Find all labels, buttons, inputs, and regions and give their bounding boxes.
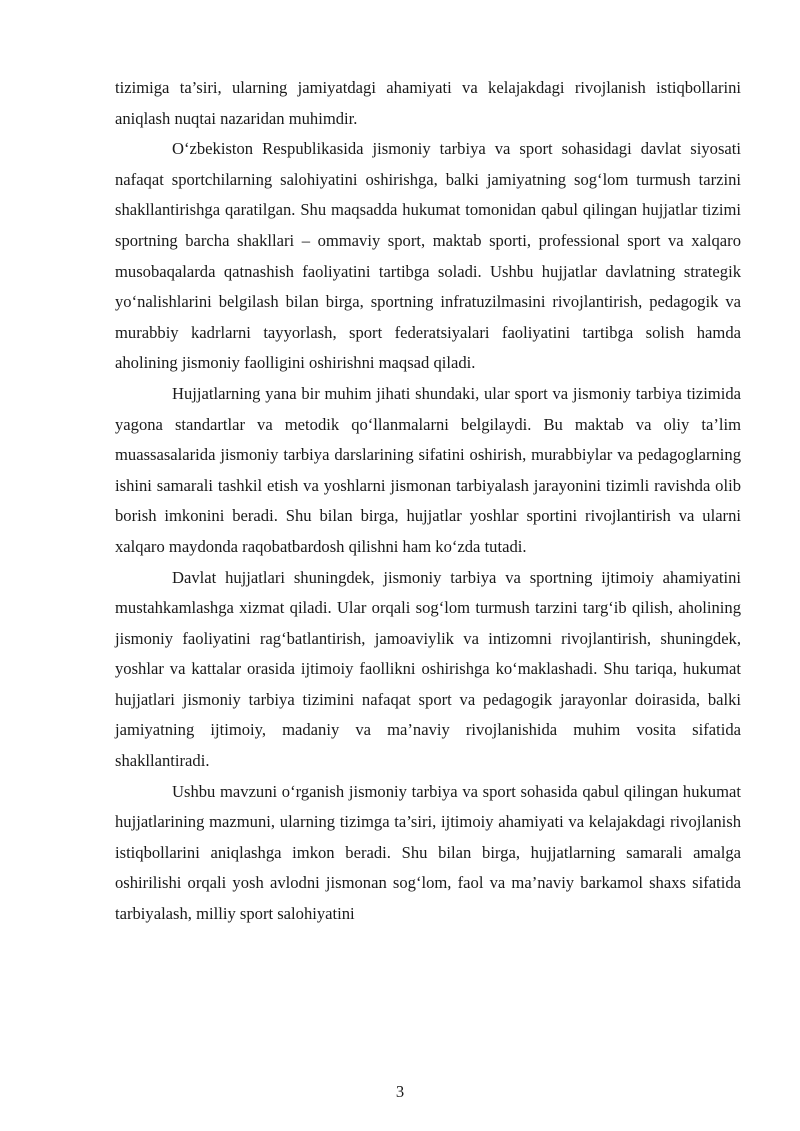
paragraph: Ushbu mavzuni o‘rganish jismoniy tarbiya va sport sohasida qabul qilingan hukumat hujjatlarining mazmuni, ularning tizimga ta’siri, ijtimoiy ahamiyati va kelajakdagi rivojlanish istiqbollarini aniqlashga imkon beradi. Shu bilan birga, hujjatlarning samarali amalga oshirilishi orqali yosh avlodni jismonan sog‘lom, faol va ma’naviy barkamol shaxs sifatida tarbiyalash, milliy sport salohiyatini	[115, 781, 741, 924]
page-number: 3	[395, 1082, 405, 1101]
paragraph: Hujjatlarning yana bir muhim jihati shundaki, ular sport va jismoniy tarbiya tizimida yagona standartlar va metodik qo‘llanmalarni belgilaydi. Bu maktab va oliy ta’lim muassasalarida jismoniy tarbiya darslarining sifatini oshirish, murabbiylar va pedagoglarning ishini samarali tashkil etish va yoshlarni jismonan tarbiyalash jarayonini tizimli ravishda olib borish imkonini beradi. Shu bilan birga, hujjatlar yoshlar sportini rivojlantirish va ularni xalqaro maydonda raqobatbardosh qilishni ham ko‘zda tutadi.	[115, 383, 741, 556]
paragraph: O‘zbekiston Respublikasida jismoniy tarbiya va sport sohasidagi davlat siyosati nafaqat sportchilarning salohiyatini oshirishga, balki jamiyatning sog‘lom turmush tarzini shakllantirishga qaratilgan. Shu maqsadda hukumat tomonidan qabul qilingan hujjatlar tizimi sportning barcha shakllari – ommaviy sport, maktab sporti, professional sport va xalqaro musobaqalarda qatnashish faoliyatini tartibga soladi. Ushbu hujjatlar davlatning strategik yo‘nalishlarini belgilash bilan birga, sportning infratuzilmasini rivojlantirish, pedagogik va murabbiy kadrlarni tayyorlash, sport federatsiyalari faoliyatini tartibga solish hamda aholining jismoniy faolligini oshirishni maqsad qiladi.	[115, 139, 741, 373]
paragraph-continuation: tizimiga ta’siri, ularning jamiyatdagi ahamiyati va kelajakdagi rivojlanish istiqbollarini aniqlash nuqtai nazaridan muhimdir.	[115, 78, 741, 128]
body-text	[115, 73, 741, 930]
paragraph: Davlat hujjatlari shuningdek, jismoniy tarbiya va sportning ijtimoiy ahamiyatini mustahkamlashga xizmat qiladi. Ular orqali sog‘lom turmush tarzini targ‘ib qilish, aholining jismoniy faoliyatini rag‘batlantirish, jamoaviylik va intizomni rivojlantirish, shuningdek, yoshlar va kattalar orasida ijtimoiy faollikni oshirishga ko‘maklashadi. Shu tariqa, hukumat hujjatlari jismoniy tarbiya tizimini nafaqat sport va pedagogik jarayonlar doirasida, balki jamiyatning ijtimoiy, madaniy va ma’naviy rivojlanishida muhim vosita sifatida shakllantiradi.	[115, 567, 741, 771]
